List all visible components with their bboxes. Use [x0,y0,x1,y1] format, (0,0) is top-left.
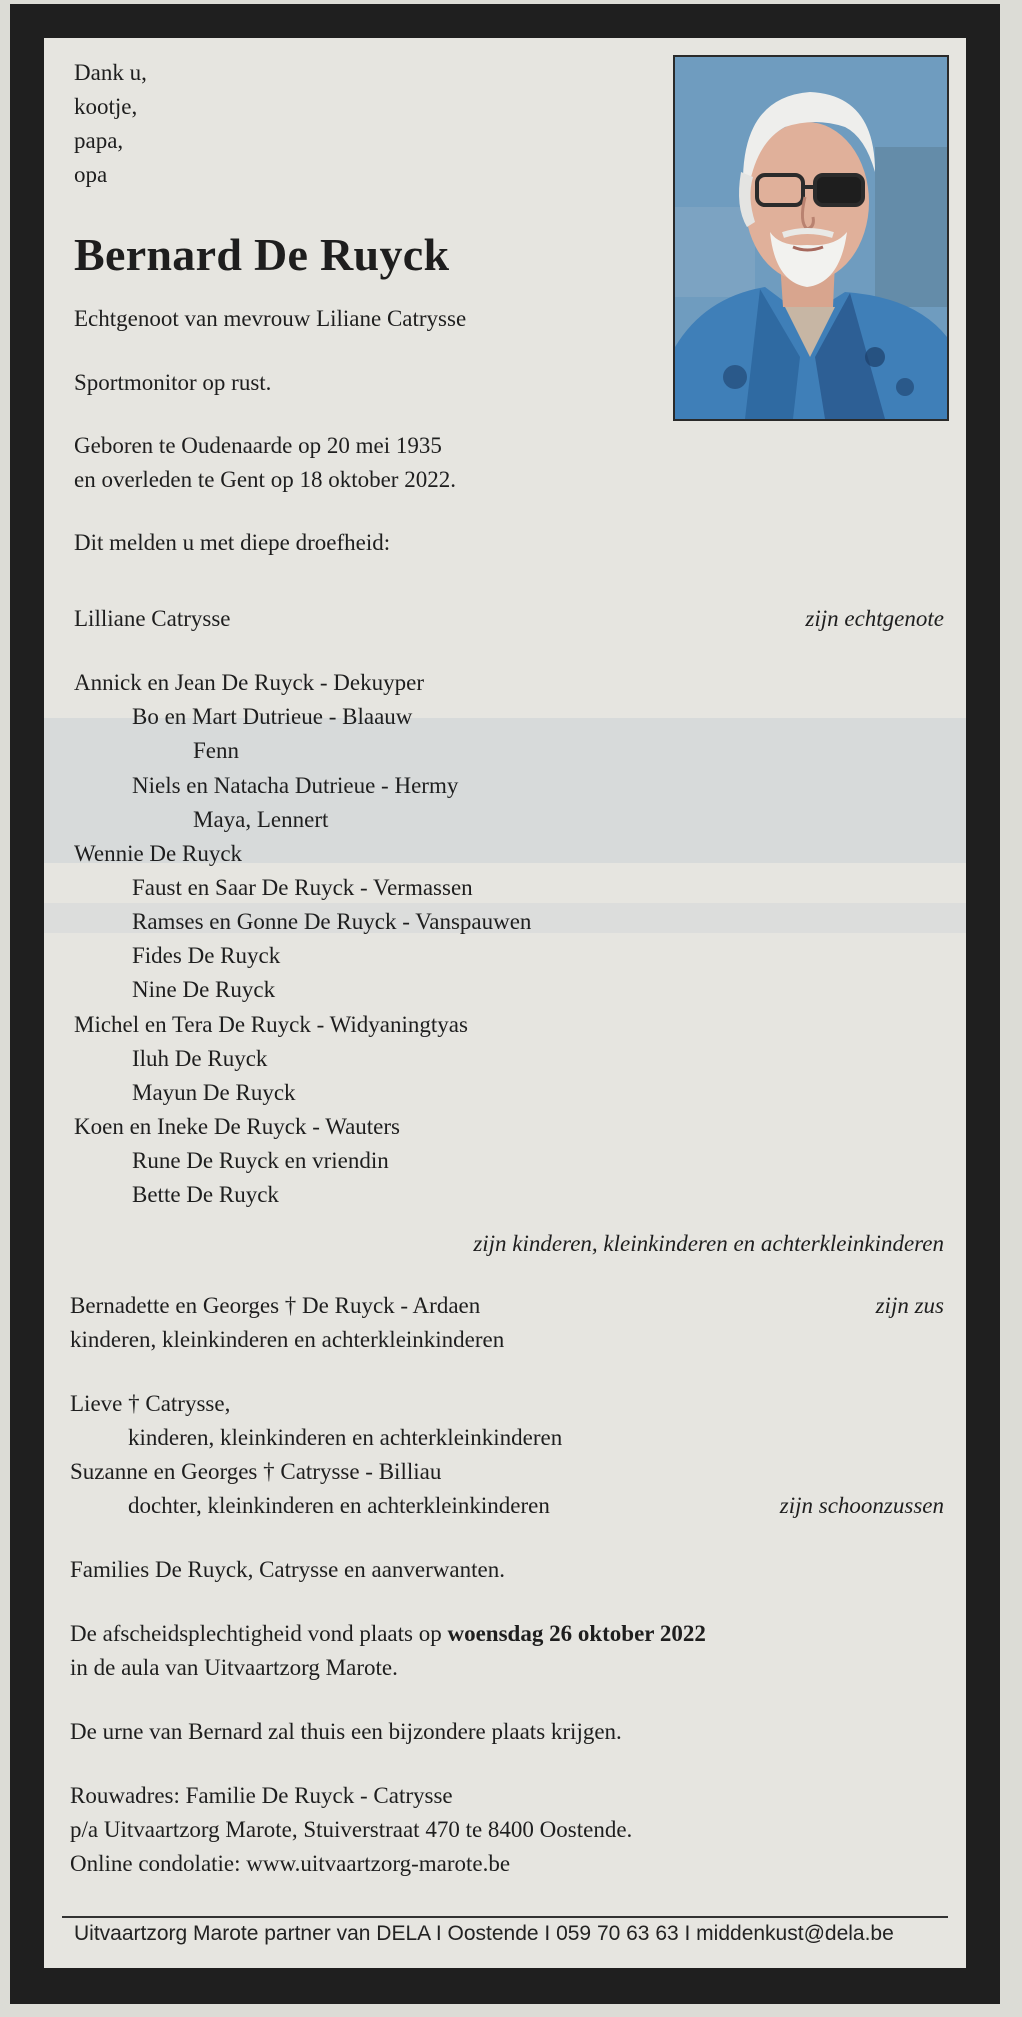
footer-text: Uitvaartzorg Marote partner van DELA I Oostende I 059 70 63 63 I middenkust@dela.be [74,1922,894,1945]
family-member: Maya, Lennert [193,807,329,832]
obituary-card [44,38,966,1968]
family-member: Rune De Ruyck en vriendin [132,1148,389,1173]
family-member: Bette De Ruyck [132,1182,279,1207]
sister-name: Bernadette en Georges † De Ruyck - Ardaen [70,1293,481,1318]
family-member: Niels en Natacha Dutrieue - Hermy [132,773,459,798]
in-law-name: Suzanne en Georges † Catrysse - Billiau [70,1459,442,1484]
family-member: Koen en Ineke De Ruyck - Wauters [74,1114,400,1139]
family-member: Wennie De Ruyck [74,841,243,866]
ceremony-line [70,1619,706,1649]
family-member: Faust en Saar De Ruyck - Vermassen [132,875,473,900]
family-member: Nine De Ruyck [132,977,276,1002]
death-line: en overleden te Gent op 18 oktober 2022. [74,467,456,492]
address-line: p/a Uitvaartzorg Marote, Stuiverstraat 470 te 8400 Oostende. [70,1817,633,1842]
widow-name: Lilliane Catrysse [74,606,231,631]
greeting-line: opa [74,162,108,187]
sister-role: zijn zus [875,1293,944,1318]
deceased-name: Bernard De Ruyck [74,229,450,280]
widow-role: zijn echtgenote [805,606,944,631]
birth-line: Geboren te Oudenaarde op 20 mei 1935 [74,433,442,458]
family-member: Fenn [193,738,239,763]
in-laws-role: zijn schoonzussen [779,1493,944,1518]
sister-descendants: kinderen, kleinkinderen en achterkleinkinderen [70,1327,505,1352]
occupation-line: Sportmonitor op rust. [74,370,272,395]
obituary-frame [10,4,1000,2004]
announce-line: Dit melden u met diepe droefheid: [74,530,391,555]
portrait-photo [673,55,949,421]
footer-divider [62,1916,948,1918]
family-member: Mayun De Ruyck [132,1080,296,1105]
family-member: Fides De Ruyck [132,943,281,968]
ceremony-prefix: De afscheidsplechtigheid vond plaats op [70,1621,448,1646]
families-line: Families De Ruyck, Catrysse en aanverwanten. [70,1557,505,1582]
greeting-line: papa, [74,128,124,153]
family-member: Bo en Mart Dutrieue - Blaauw [132,704,413,729]
spouse-line: Echtgenoot van mevrouw Liliane Catrysse [74,306,467,331]
in-law-name: Lieve † Catrysse, [70,1391,231,1416]
in-law-descendants: dochter, kleinkinderen en achterkleinkinderen [128,1493,550,1518]
family-member: Annick en Jean De Ruyck - Dekuyper [74,670,424,695]
ceremony-date: woensdag 26 oktober 2022 [447,1621,706,1646]
children-role: zijn kinderen, kleinkinderen en achterkleinkinderen [473,1231,944,1256]
family-member: Michel en Tera De Ruyck - Widyaningtyas [74,1012,468,1037]
greeting-line: kootje, [74,94,138,119]
condolence-line: Online condolatie: www.uitvaartzorg-marote.be [70,1851,511,1876]
family-member: Ramses en Gonne De Ruyck - Vanspauwen [132,909,532,934]
greeting-line: Dank u, [74,60,147,85]
ceremony-location: in de aula van Uitvaartzorg Marote. [70,1655,398,1680]
address-line: Rouwadres: Familie De Ruyck - Catrysse [70,1783,453,1808]
in-law-descendants: kinderen, kleinkinderen en achterkleinkinderen [128,1425,563,1450]
family-member: Iluh De Ruyck [132,1046,268,1071]
urn-line: De urne van Bernard zal thuis een bijzondere plaats krijgen. [70,1719,622,1744]
